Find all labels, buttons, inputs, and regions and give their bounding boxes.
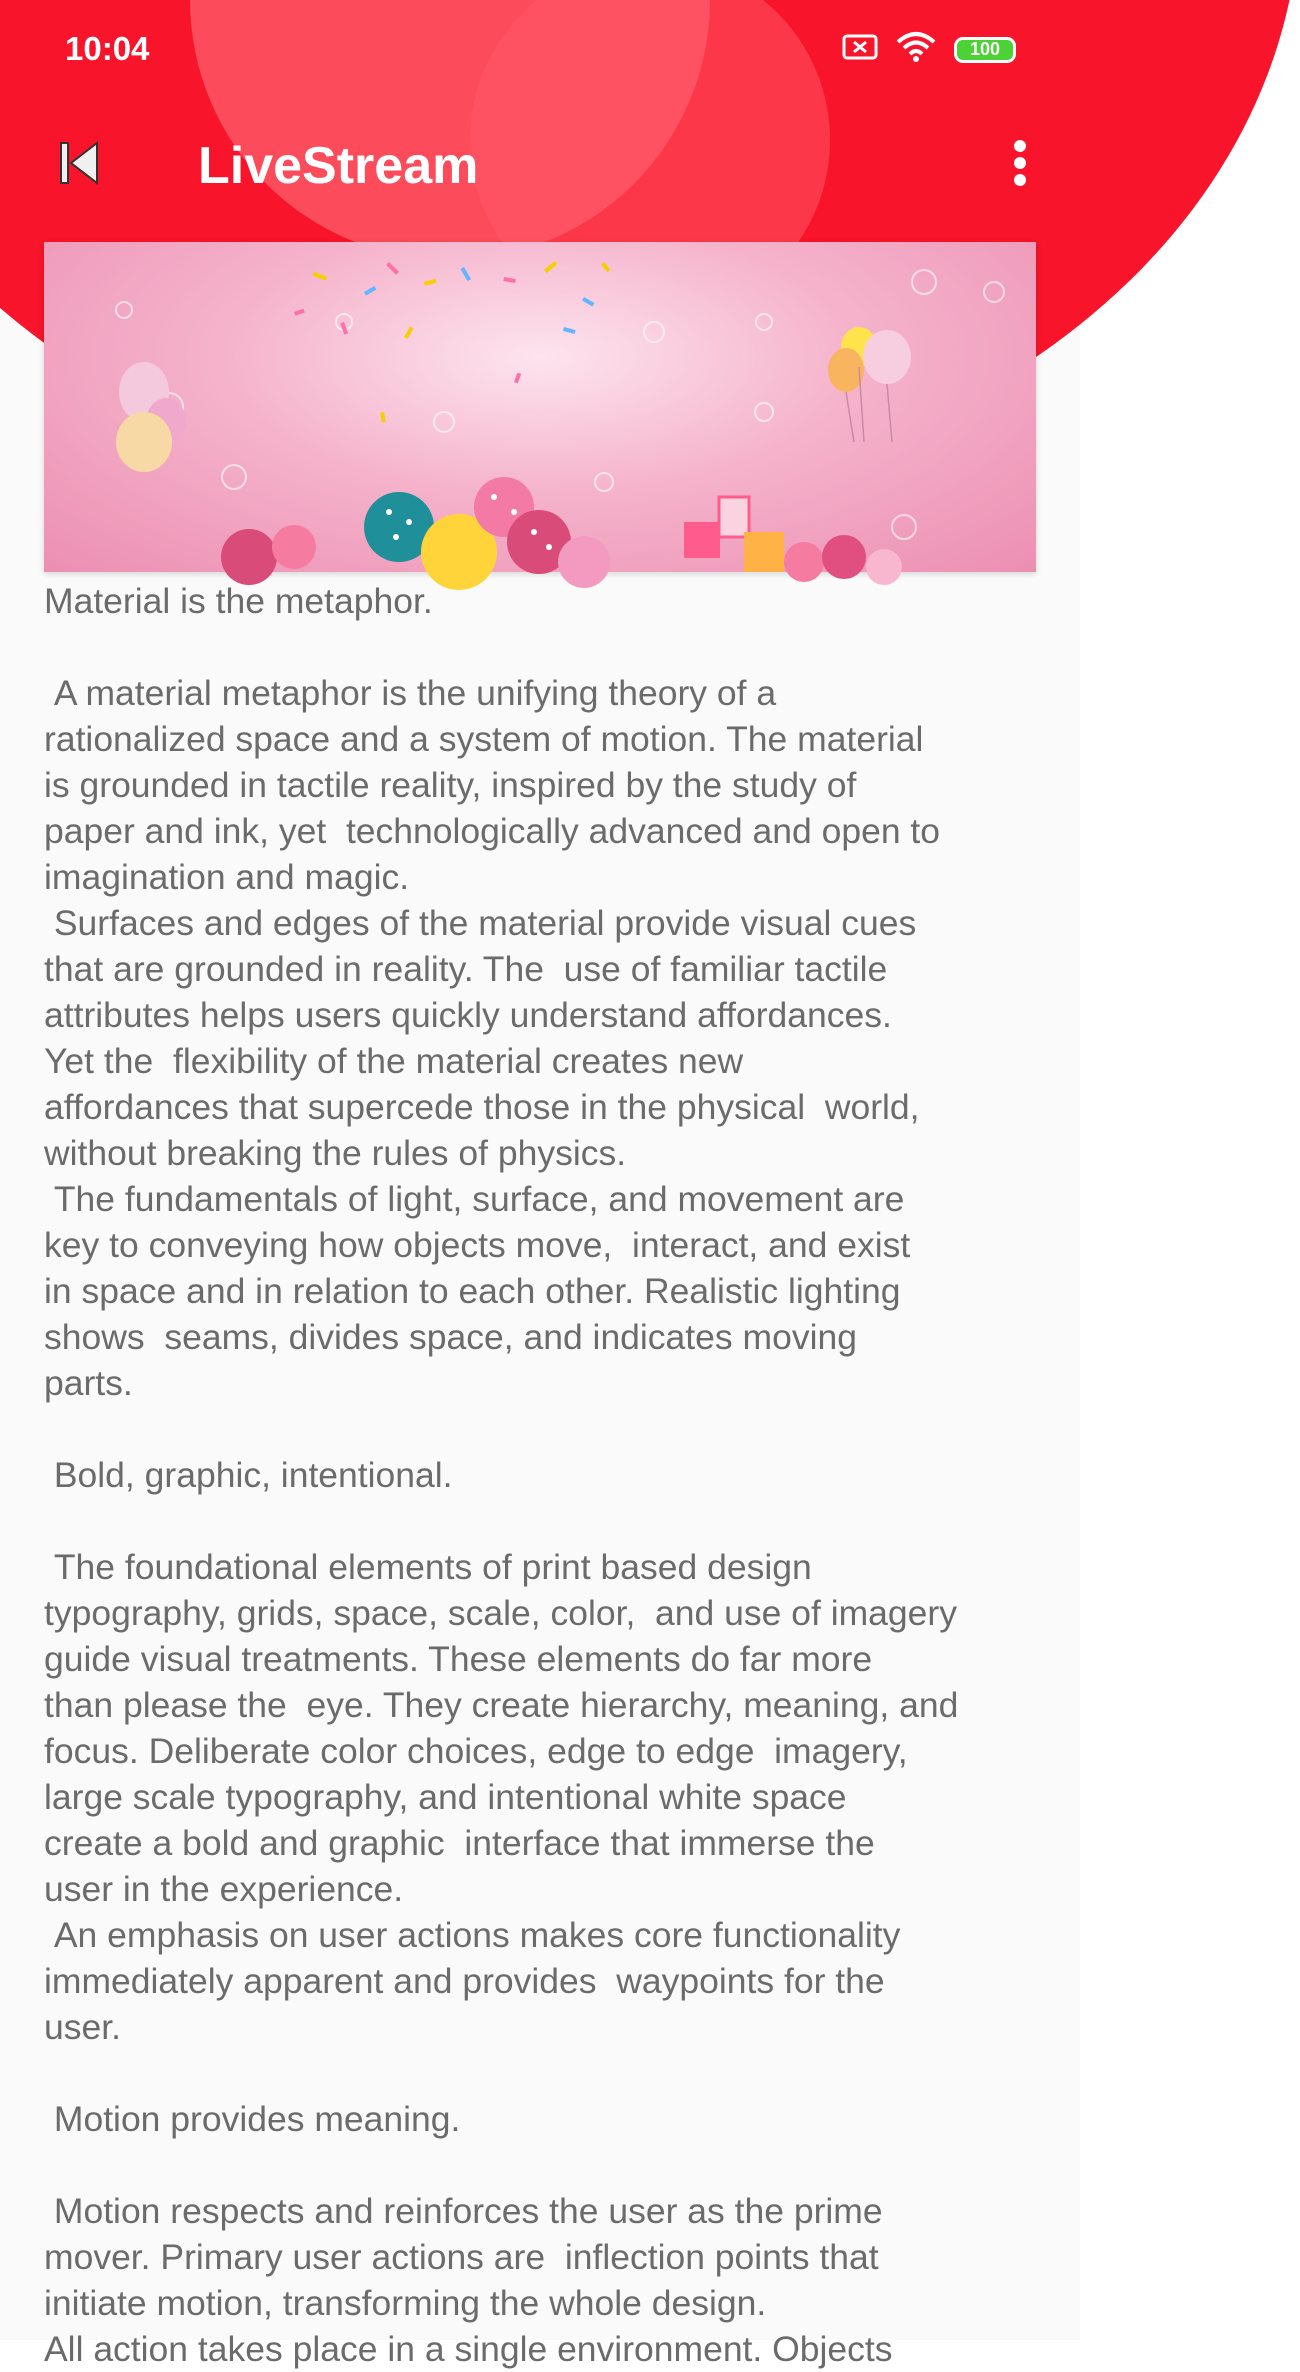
status-bar — [0, 0, 1080, 100]
page-title: LiveStream — [198, 137, 479, 195]
skip-back-icon — [57, 139, 101, 192]
overflow-menu-button[interactable] — [990, 130, 1050, 200]
banner-image — [44, 242, 1036, 572]
battery-level: 100 — [969, 39, 1001, 59]
article-body: Material is the metaphor. A material metaphor is the unifying theory of a rationalized space and a system of motion. The material is grounded in tactile reality, inspired by the study of paper and ink, yet technologically advanced and open to imagination and magic. Surfaces and edges of the material provide visual cues that are grounded in reality. The use of familiar tactile attributes helps users quickly understand affordances. Yet the flexibility of the material creates new affordances that supercede those in the physical world, without breaking the rules of physics. The fundamentals of light, surface, and movement are key to conveying how objects move, interact, and exist in space and in relation to each other. Realistic lighting shows seams, divides space, and indicates moving parts. Bold, graphic, intentional. The foundational elements of print based design typography, grids, space, scale, color, and use of imagery guide visual treatments. These elements do far more than please the eye. They create hierarchy, meaning, and focus. Deliberate color choices, edge to edge imagery, large scale typography, and intentional white space create a bold and graphic interface that immerse the user in the experience. An emphasis on user actions makes core functionality immediately apparent and provides waypoints for the user. Motion provides meaning. Motion respects and reinforces the user as the prime mover. Primary user actions are inflection points that initiate motion, transforming the whole design. All action takes place in a single environment. Objects — [44, 581, 959, 2369]
back-button[interactable] — [44, 130, 114, 200]
sim-off-icon — [842, 33, 878, 66]
party-banner-illustration — [44, 242, 1036, 572]
wifi-icon — [896, 32, 936, 67]
toolbar — [0, 120, 1080, 215]
status-icons — [842, 32, 1016, 67]
status-time: 10:04 — [65, 30, 150, 67]
battery-icon — [954, 37, 1016, 63]
more-vert-icon — [1013, 139, 1027, 192]
